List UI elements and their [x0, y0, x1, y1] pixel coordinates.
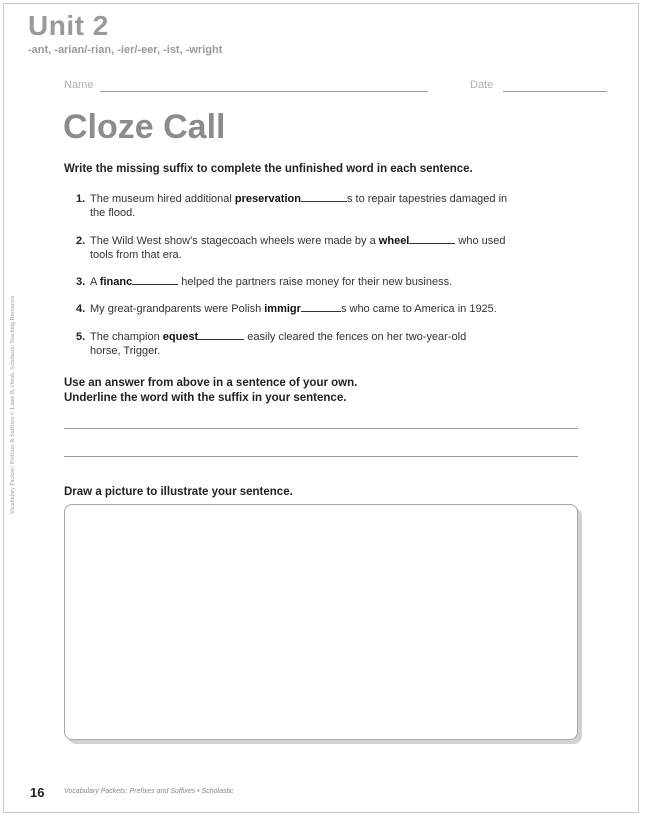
- page-title: Cloze Call: [63, 108, 226, 146]
- sentence-item: [76, 329, 576, 358]
- sentence-number: 3.: [76, 276, 86, 288]
- sentence-item: [76, 274, 576, 289]
- date-field[interactable]: [503, 91, 607, 92]
- date-label: Date: [470, 79, 494, 91]
- use-answer-instructions: [64, 376, 357, 406]
- sentence-item: [76, 301, 576, 316]
- sentence-number: 2.: [76, 235, 86, 247]
- sentence-number: 4.: [76, 303, 86, 315]
- page-number: 16: [30, 785, 45, 800]
- unit-title: Unit 2: [28, 10, 109, 41]
- sentence-text-before: The museum hired additional: [90, 193, 235, 205]
- sentence-text-after: who used: [455, 235, 506, 247]
- suffix-blank[interactable]: [132, 274, 178, 285]
- sentence-text-before: The Wild West show’s stagecoach wheels were made by a: [90, 235, 379, 247]
- use-answer-line: Use an answer from above in a sentence of your own.: [64, 377, 358, 389]
- draw-instructions: Draw a picture to illustrate your sentence.: [64, 486, 293, 498]
- word-stem: equest: [162, 331, 199, 343]
- suffix-blank[interactable]: [198, 329, 244, 340]
- side-copyright: Vocabulary Packets: Prefixes & Suffixes © Liane B. Onish, Scholastic Teaching Resources: [10, 295, 16, 515]
- word-stem: wheel: [378, 235, 410, 247]
- suffix-blank[interactable]: [301, 301, 341, 312]
- drawing-box[interactable]: [64, 504, 578, 740]
- instructions: Write the missing suffix to complete the unfinished word in each sentence.: [64, 163, 473, 175]
- sentence-number: 1.: [76, 193, 86, 205]
- word-stem: financ: [99, 276, 133, 288]
- sentence-text-before: My great-grandparents were Polish: [90, 303, 265, 315]
- suffix-blank[interactable]: [409, 233, 455, 244]
- writing-line[interactable]: [64, 428, 578, 429]
- sentence-number: 5.: [76, 331, 86, 343]
- sentence-item: [76, 191, 576, 220]
- word-stem: preservation: [234, 193, 301, 205]
- sentence-text-after: s who came to America in 1925.: [340, 303, 497, 315]
- sentence-continuation: tools from that era.: [90, 249, 182, 261]
- footer-credit: Vocabulary Packets: Prefixes and Suffixes • Scholastic: [64, 788, 234, 795]
- word-stem: immigr: [264, 303, 301, 315]
- sentence-text-after: helped the partners raise money for their new business.: [178, 276, 453, 288]
- sentence-text-before: A: [90, 276, 100, 288]
- sentence-continuation: horse, Trigger.: [90, 345, 161, 357]
- sentence-continuation: the flood.: [90, 207, 136, 219]
- sentence-text-before: The champion: [90, 331, 163, 343]
- sentence-item: [76, 233, 576, 262]
- writing-line[interactable]: [64, 456, 578, 457]
- use-answer-line: Underline the word with the suffix in your sentence.: [64, 392, 347, 404]
- sentence-text-after: easily cleared the fences on her two-year-old: [244, 331, 467, 343]
- unit-subtitle: -ant, -arian/-rian, -ier/-eer, -ist, -wright: [28, 44, 223, 56]
- name-label: Name: [64, 79, 94, 91]
- suffix-blank[interactable]: [301, 191, 347, 202]
- sentence-text-after: s to repair tapestries damaged in: [346, 193, 508, 205]
- name-field[interactable]: [100, 91, 428, 92]
